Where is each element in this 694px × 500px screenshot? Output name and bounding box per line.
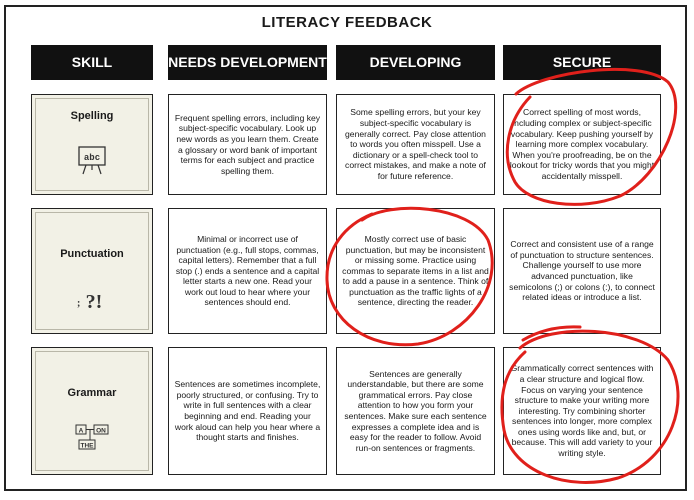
skill-cell-spelling — [31, 94, 153, 195]
skill-cell-punctuation — [31, 208, 153, 334]
icon-a-text: A — [78, 427, 84, 435]
whiteboard-abc-icon — [32, 145, 152, 175]
header-secure: SECURE — [503, 45, 661, 80]
needs-development-spelling: Frequent spelling errors, including key subject-specific vocabulary. Look up new words as you learn them. Create a glossary or word bank of important terms for each subject and practice spelling them. — [168, 94, 327, 195]
punctuation-marks-icon — [32, 284, 152, 314]
icon-the-text: THE — [80, 442, 94, 450]
icon-punct-text: ?! — [85, 291, 103, 313]
skill-name: Grammar — [67, 387, 117, 399]
secure-punctuation: Correct and consistent use of a range of punctuation to structure sentences. Challenge yourself to use more advanced punctuation, like semicolons (;) or colons (:), to connect related ideas or introduce a list. — [503, 208, 661, 334]
icon-abc-text: abc — [83, 153, 101, 163]
developing-spelling: Some spelling errors, but your key subject-specific vocabulary is generally correct. Pay close attention to words you often misspell. Use a dictionary or a spell-check tool to correct mistakes, and make a note of for future reference. — [336, 94, 495, 195]
developing-punctuation: Mostly correct use of basic punctuation, but may be inconsistent or missing some. Practice using commas to separate items in a list and to add a pause in a sentence. Think of punctuation as the traffic lights of a sentence, directing the reader. — [336, 208, 495, 334]
icon-on-text: ON — [96, 427, 106, 435]
needs-development-grammar: Sentences are sometimes incomplete, poorly structured, or confusing. Try to write in full sentences with a clear beginning and end. Reading your work aloud can help you hear where a thought starts and finishes. — [168, 347, 327, 475]
developing-grammar: Sentences are generally understandable, but there are some grammatical errors. Pay close attention to how you form your sentences. Make sure each sentence expresses a complete idea and is easy for the reader to follow. Avoid run-on sentences or fragments. — [336, 347, 495, 475]
svg-text:;: ; — [77, 298, 81, 309]
needs-development-punctuation: Minimal or incorrect use of punctuation (e.g., full stops, commas, capital letters). Remember that a full stop (.) ends a sentence and a capital letter starts a new one. Read your work out loud to hear where your sentences should end. — [168, 208, 327, 334]
skill-cell-grammar — [31, 347, 153, 475]
sentence-diagram-icon — [32, 423, 152, 453]
skill-cell-inner-border — [35, 351, 149, 471]
page-title: LITERACY FEEDBACK — [261, 14, 433, 31]
header-needs-development: NEEDS DEVELOPMENT — [168, 45, 327, 80]
header-skill: SKILL — [31, 45, 153, 80]
skill-name: Punctuation — [60, 248, 124, 260]
secure-spelling: Correct spelling of most words, including complex or subject-specific vocabulary. Keep pushing yourself by learning more complex vocabulary. When you're proofreading, be on the lookout for tricky words that you might accidentally misspell. — [503, 94, 661, 195]
header-developing: DEVELOPING — [336, 45, 495, 80]
skill-name: Spelling — [70, 110, 114, 122]
secure-grammar: Grammatically correct sentences with a clear structure and logical flow. Focus on varying your sentence structure to make your writing more interesting. Try combining shorter sentences into longer, more complex ones using words like and, but, or because. This will add variety to your writing style. — [503, 347, 661, 475]
